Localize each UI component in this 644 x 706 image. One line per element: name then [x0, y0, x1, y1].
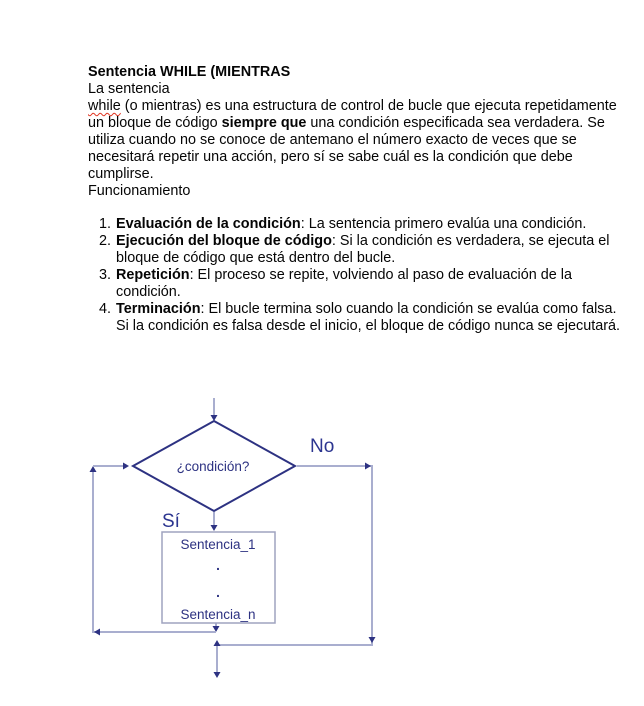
step-text: : Si la condición es verdadera, se ejecuta el bloque de código que está dentro del bucle.: [116, 233, 610, 266]
intro-line2: (o mientras) es una estructura de control de bucle que ejecuta repetidamente: [120, 98, 617, 114]
no-branch-corner-up-arrow-icon: [214, 640, 221, 646]
intro-line5: necesitará repetir una acción, pero sí se sabe cuál es la condición que debe: [88, 149, 573, 165]
intro-line6: cumplirse.: [88, 166, 154, 182]
ellipsis-dot: .: [216, 585, 220, 600]
step-text: : La sentencia primero evalúa una condición.: [300, 216, 587, 232]
no-branch-right-arrow-icon: [365, 463, 371, 470]
list-item: [115, 301, 620, 335]
list-item: [115, 267, 620, 301]
step-term: Ejecución del bloque de código: [116, 233, 332, 249]
steps-list: [88, 216, 620, 335]
intro-line3-pre: un bloque de código: [88, 115, 222, 131]
no-label: No: [310, 436, 335, 457]
intro-line3-post: una condición especificada sea verdadera. Se: [306, 115, 605, 131]
ellipsis-dot: .: [216, 558, 220, 573]
condition-label: ¿condición?: [176, 459, 250, 474]
step-text: : El proceso se repite, volviendo al paso de evaluación de la condición.: [116, 267, 572, 300]
document-text: [88, 64, 628, 335]
step-text: : El bucle termina solo cuando la condición se evalúa como falsa. Si la condición es falsa desde el inicio, el bloque de código nunca se ejecutará.: [116, 301, 621, 334]
intro-line4: utiliza cuando no se conoce de antemano el número exacto de veces que se: [88, 132, 577, 148]
loop-return-right-arrow-icon: [123, 463, 129, 470]
exit-down-arrow-icon: [214, 672, 221, 678]
while-flowchart: [0, 390, 644, 696]
document-title: Sentencia WHILE (MIENTRAS: [88, 64, 291, 80]
misspelled-word: while: [88, 98, 121, 114]
intro-line1: La sentencia: [88, 81, 170, 97]
intro-paragraph: [88, 81, 628, 200]
statement-last-label: Sentencia_n: [180, 607, 256, 622]
yes-branch-down-arrow-icon: [211, 525, 218, 531]
bold-phrase: siempre que: [221, 115, 307, 131]
loop-back-left-arrow-icon: [94, 629, 100, 636]
list-item: [115, 233, 620, 267]
list-item: [115, 216, 620, 233]
step-term: Evaluación de la condición: [116, 216, 301, 232]
yes-label: Sí: [162, 511, 180, 532]
statement-first-label: Sentencia_1: [180, 537, 256, 552]
no-branch-down-arrow-icon: [369, 637, 376, 643]
step-term: Repetición: [116, 267, 190, 283]
step-term: Terminación: [116, 301, 201, 317]
subheading-funcionamiento: Funcionamiento: [88, 183, 191, 199]
